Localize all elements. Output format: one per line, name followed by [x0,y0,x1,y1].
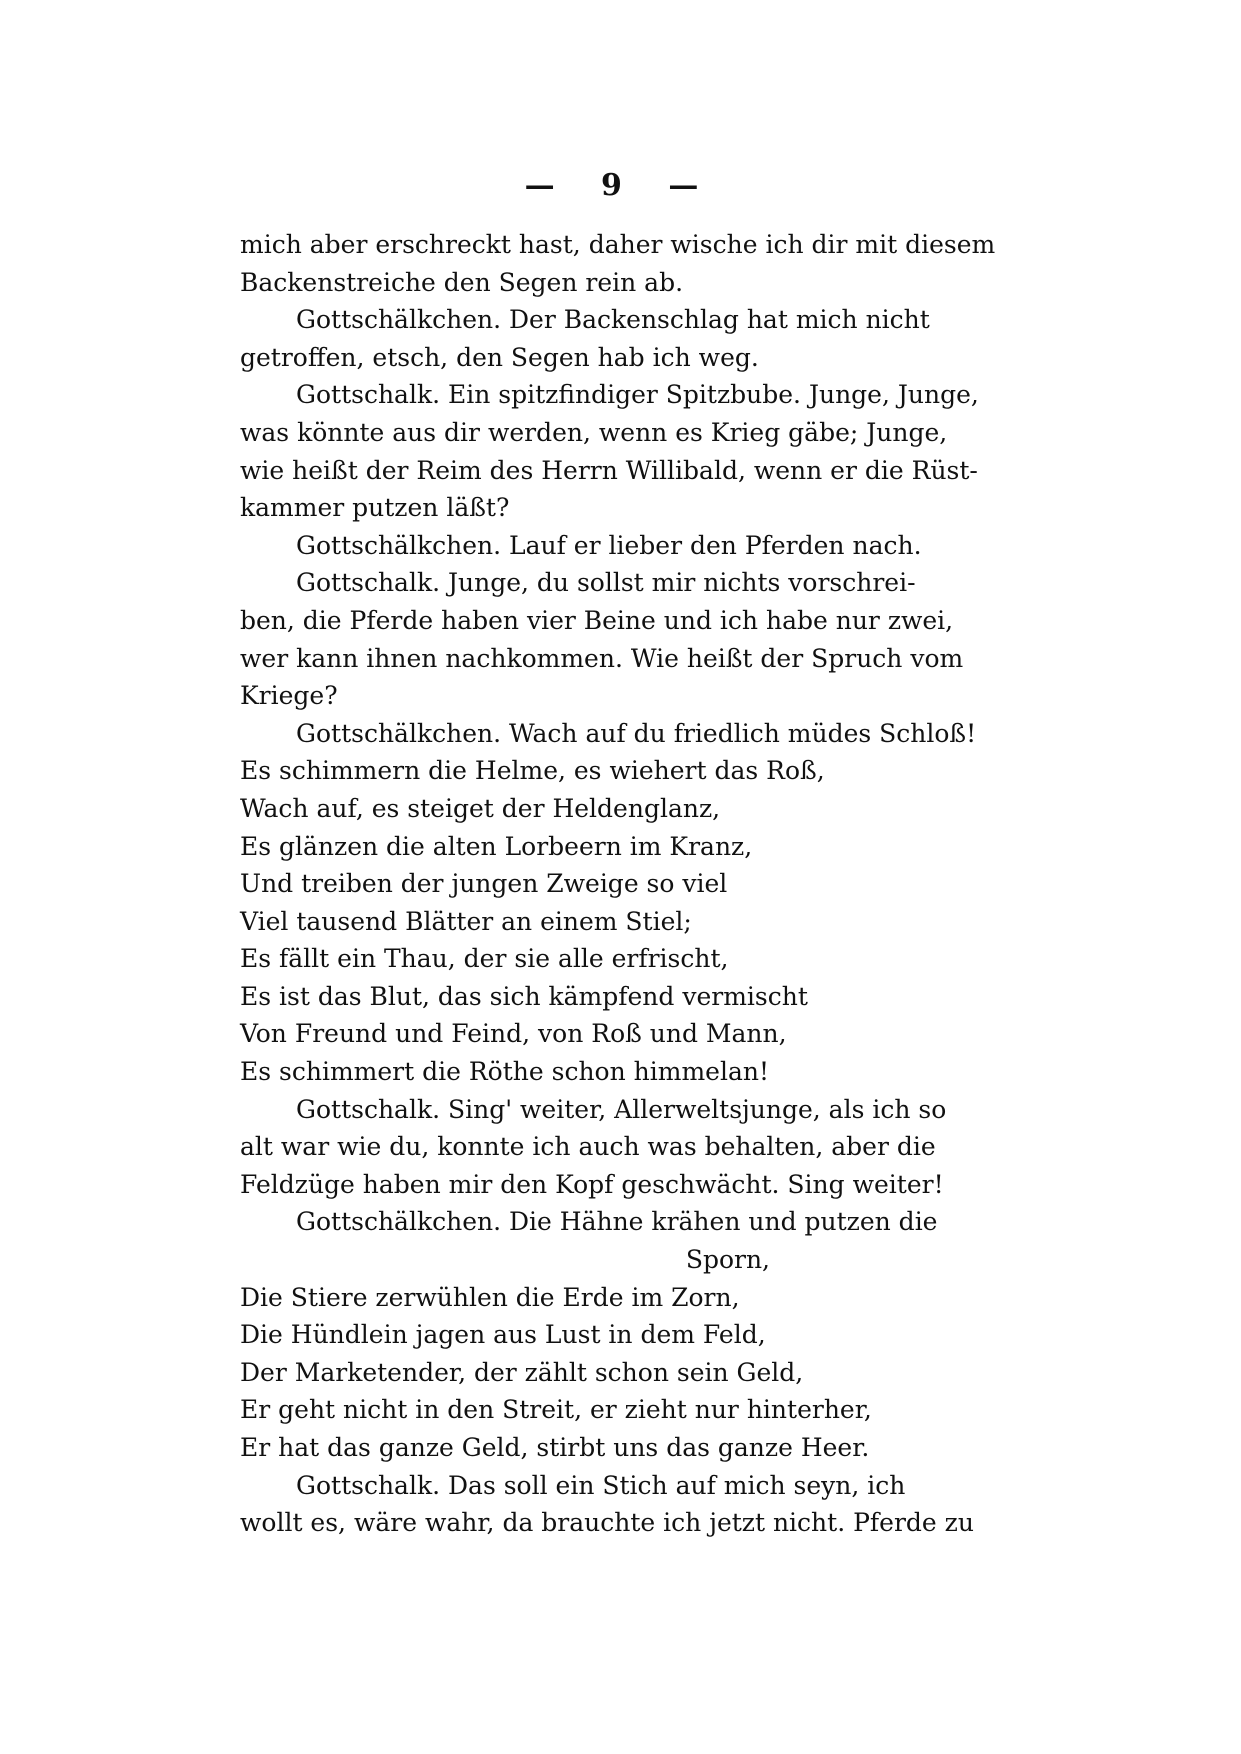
text-line: Die Stiere zerwühlen die Erde im Zorn, [240,1282,740,1312]
text-line: Gottschalk. Sing' weiter, Allerweltsjunge, als ich so [296,1094,947,1124]
text-line: wie heißt der Reim des Herrn Willibald, wenn er die Rüst- [240,455,978,485]
text-line: Er geht nicht in den Streit, er zieht nur hinterher, [240,1395,872,1425]
text-line: Und treiben der jungen Zweige so viel [240,869,728,899]
text-line: Es schimmert die Röthe schon himmelan! [240,1057,769,1087]
text-line: Gottschalk. Ein spitzfindiger Spitzbube. Junge, Junge, [296,380,979,410]
text-line: Von Freund und Feind, von Roß und Mann, [240,1019,787,1049]
text-line: Gottschalk. Das soll ein Stich auf mich seyn, ich [296,1470,906,1500]
text-line: getroffen, etsch, den Segen hab ich weg. [240,342,759,372]
text-line: wer kann ihnen nachkommen. Wie heißt der Spruch vom [240,643,964,673]
text-line: Kriege? [240,681,338,711]
text-line: Er hat das ganze Geld, stirbt uns das ganze Heer. [240,1433,870,1462]
text-line: Sporn, [685,1245,770,1275]
text-line: ben, die Pferde haben vier Beine und ich habe nur zwei, [240,605,954,635]
text-line: kammer putzen läßt? [240,493,510,523]
body-text [240,226,1010,1542]
text-line: Gottschälkchen. Der Backenschlag hat mich nicht [296,305,930,335]
text-line: Feldzüge haben mir den Kopf geschwächt. Sing weiter! [240,1169,944,1199]
text-line: Es schimmern die Helme, es wiehert das Roß, [240,756,825,786]
text-line: Gottschälkchen. Lauf er lieber den Pferden nach. [296,530,922,560]
text-line: mich aber erschreckt hast, daher wische ich dir mit diesem [240,230,996,259]
text-line: alt war wie du, konnte ich auch was behalten, aber die [240,1132,936,1162]
text-line: Der Marketender, der zählt schon sein Geld, [240,1357,804,1387]
page-number-header: — 9 — [524,168,717,203]
text-line: Gottschalk. Junge, du sollst mir nichts vorschrei- [296,568,916,598]
text-line: Wach auf, es steiget der Heldenglanz, [240,793,721,823]
text-line: was könnte aus dir werden, wenn es Krieg gäbe; Junge, [240,417,948,447]
text-line: Backenstreiche den Segen rein ab. [240,267,684,297]
text-line: Es glänzen die alten Lorbeern im Kranz, [240,831,753,861]
text-line: Die Hündlein jagen aus Lust in dem Feld, [240,1320,766,1350]
text-line: Es fällt ein Thau, der sie alle erfrischt, [240,944,729,974]
text-line: Gottschälkchen. Die Hähne krähen und putzen die [296,1207,938,1237]
text-line: Gottschälkchen. Wach auf du friedlich müdes Schloß! [296,718,977,748]
text-line: Viel tausend Blätter an einem Stiel; [240,906,692,936]
text-line: wollt es, wäre wahr, da brauchte ich jetzt nicht. Pferde zu [240,1508,974,1538]
text-line: Es ist das Blut, das sich kämpfend vermischt [240,981,808,1011]
